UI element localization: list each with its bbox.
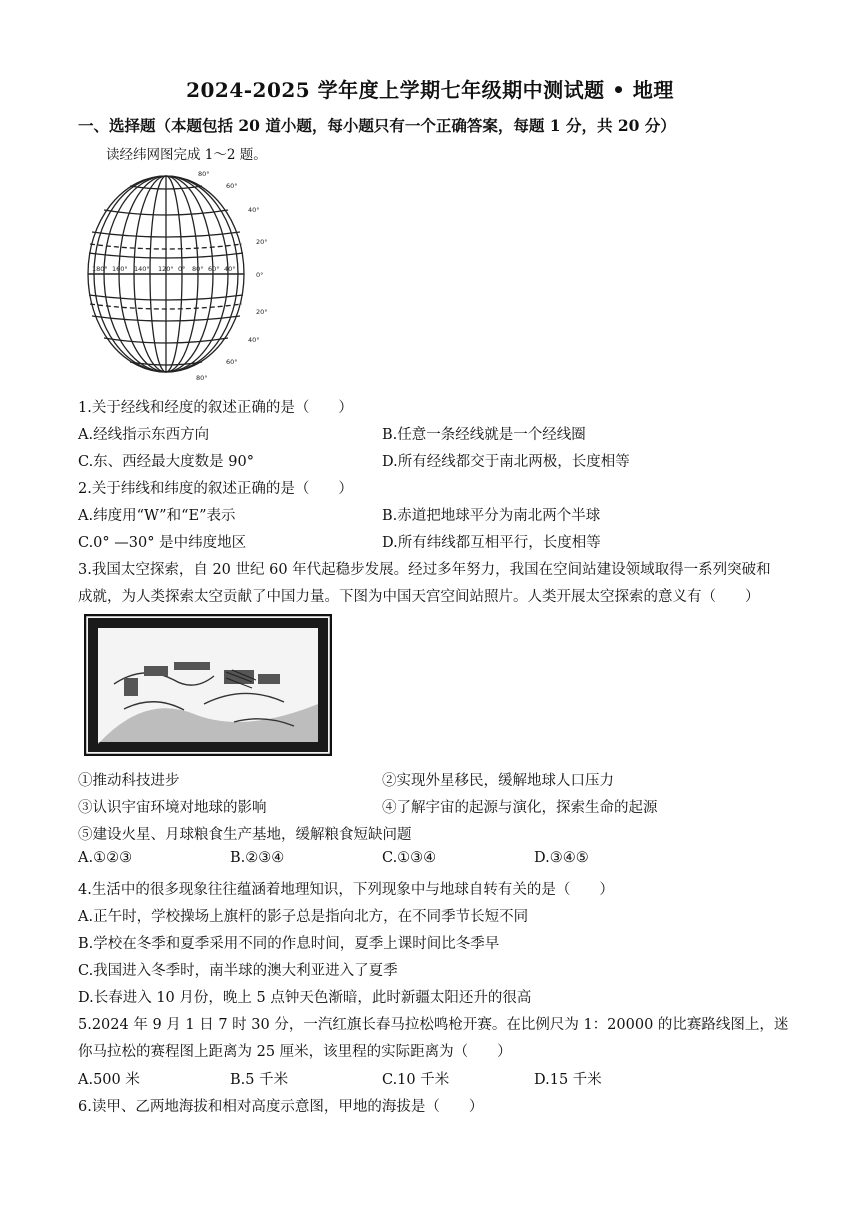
question-3-stem-line1: 3.我国太空探索，自 20 世纪 60 年代起稳步发展。经过多年努力，我国在空间站建设领域取得一系列突破和 xyxy=(78,562,771,578)
lat-label: 40° xyxy=(248,336,260,344)
q4-option-a: A.正午时，学校操场上旗杆的影子总是指向北方，在不同季节长短不同 xyxy=(78,909,529,925)
question-5-stem-line2: 你马拉松的赛程图上距离为 25 厘米，该里程的实际距离为（ ） xyxy=(78,1044,512,1060)
lon-label: 160° xyxy=(112,265,128,273)
lon-label: 0° xyxy=(178,265,186,273)
graticule-globe-figure xyxy=(78,166,278,386)
question-4-stem: 4.生活中的很多现象往往蕴涵着地理知识，下列现象中与地球自转有关的是（ ） xyxy=(78,882,614,898)
question-6-stem: 6.读甲、乙两地海拔和相对高度示意图，甲地的海拔是（ ） xyxy=(78,1099,484,1115)
q1-option-a: A.经线指示东西方向 xyxy=(78,427,210,443)
q3-option-a: A.①②③ xyxy=(78,850,133,866)
lon-label: 60° xyxy=(208,265,220,273)
q1-option-d: D.所有经线都交于南北两极，长度相等 xyxy=(382,454,630,470)
question-3-stem-line2: 成就，为人类探索太空贡献了中国力量。下图为中国天宫空间站照片。人类开展太空探索的意义有（ ） xyxy=(78,589,760,605)
q3-option-b: B.②③④ xyxy=(230,850,285,866)
q2-option-a: A.纬度用“W”和“E”表示 xyxy=(78,508,236,524)
space-station-photo xyxy=(84,614,332,756)
section-heading: 一、选择题（本题包括 20 道小题，每小题只有一个正确答案，每题 1 分，共 20 分） xyxy=(78,116,676,135)
q3-option-d: D.③④⑤ xyxy=(534,850,589,866)
q1-option-c: C.东、西经最大度数是 90° xyxy=(78,454,254,470)
q2-option-b: B.赤道把地球平分为南北两个半球 xyxy=(382,508,601,524)
intro-text: 读经纬网图完成 1～2 题。 xyxy=(106,147,267,163)
lat-label: 60° xyxy=(226,182,238,190)
q3-option-c: C.①③④ xyxy=(382,850,437,866)
q1-option-b: B.任意一条经线就是一个经线圈 xyxy=(382,427,586,443)
q3-item-5: ⑤建设火星、月球粮食生产基地，缓解粮食短缺问题 xyxy=(78,827,412,843)
lat-label: 80° xyxy=(198,170,210,178)
q3-item-1: ①推动科技进步 xyxy=(78,773,180,789)
q5-option-a: A.500 米 xyxy=(78,1072,140,1088)
lon-label: 80° xyxy=(192,265,204,273)
q4-option-c: C.我国进入冬季时，南半球的澳大利亚进入了夏季 xyxy=(78,963,398,979)
lon-label: 140° xyxy=(134,265,150,273)
question-2-stem: 2.关于纬线和纬度的叙述正确的是（ ） xyxy=(78,481,353,497)
question-5-stem-line1: 5.2024 年 9 月 1 日 7 时 30 分，一汽红旗长春马拉松鸣枪开赛。在比例尺为 1：20000 的比赛路线图上，迷 xyxy=(78,1017,789,1033)
lat-label: 0° xyxy=(256,271,264,279)
lat-label: 20° xyxy=(256,238,268,246)
q5-option-c: C.10 千米 xyxy=(382,1072,450,1088)
lat-label: 60° xyxy=(226,358,238,366)
q3-item-3: ③认识宇宙环境对地球的影响 xyxy=(78,800,267,816)
lon-label: 120° xyxy=(158,265,174,273)
lat-label: 80° xyxy=(196,374,208,382)
q3-item-2: ②实现外星移民，缓解地球人口压力 xyxy=(382,773,614,789)
lon-label: 40° xyxy=(224,265,236,273)
q2-option-d: D.所有纬线都互相平行，长度相等 xyxy=(382,535,601,551)
q2-option-c: C.0° —30° 是中纬度地区 xyxy=(78,535,247,551)
question-1-stem: 1.关于经线和经度的叙述正确的是（ ） xyxy=(78,400,353,416)
q3-item-4: ④了解宇宙的起源与演化，探索生命的起源 xyxy=(382,800,658,816)
lon-label: 180° xyxy=(92,265,108,273)
q5-option-d: D.15 千米 xyxy=(534,1072,602,1088)
lat-label: 20° xyxy=(256,308,268,316)
q4-option-b: B.学校在冬季和夏季采用不同的作息时间，夏季上课时间比冬季早 xyxy=(78,936,500,952)
q4-option-d: D.长春进入 10 月份，晚上 5 点钟天色渐暗，此时新疆太阳还升的很高 xyxy=(78,990,532,1006)
q5-option-b: B.5 千米 xyxy=(230,1072,289,1088)
page-title: 2024-2025 学年度上学期七年级期中测试题 • 地理 xyxy=(186,78,674,102)
lat-label: 40° xyxy=(248,206,260,214)
